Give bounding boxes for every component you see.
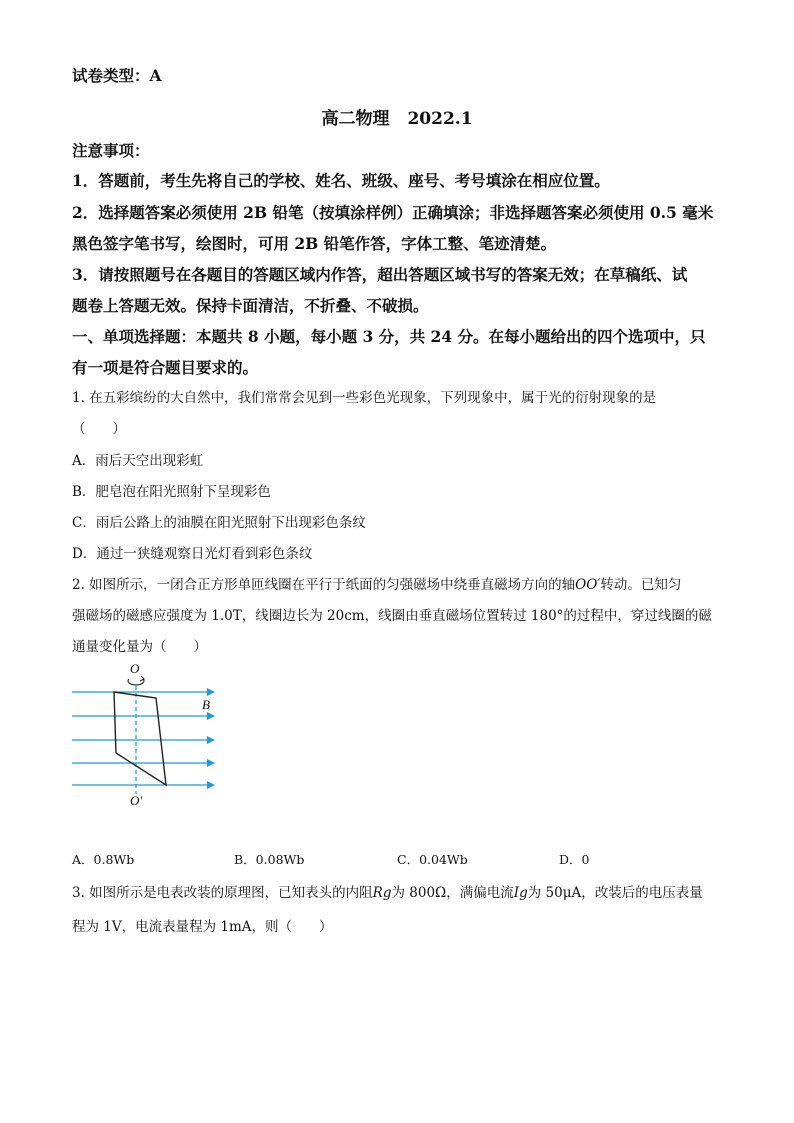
q2-option-c: C．0.04Wb <box>397 852 468 867</box>
notice-heading: 注意事项： <box>72 141 150 160</box>
q1-blank: （ ） <box>72 421 126 437</box>
paper-type: 试卷类型：A <box>72 66 162 85</box>
q3-line1-pre: 3. 如图所示是电表改装的原理图，已知表头的内阻 <box>72 885 373 901</box>
q3-line1-post: 为 50μA，改装后的电压表量 <box>527 885 703 901</box>
q2-stem-line-1 <box>72 579 681 593</box>
q3-ig-symbol: Ig <box>513 885 528 901</box>
section-heading-line-1: 一、单项选择题：本题共 8 小题，每小题 3 分，共 24 分。在每小题给出的四个选项中，只 <box>72 327 706 346</box>
q2-line1-pre: 2. 如图所示，一闭合正方形单匝线圈在平行于纸面的匀强磁场中绕垂直磁场方向的轴 <box>72 577 576 593</box>
title-date: 2022.1 <box>407 109 473 129</box>
q3-stem-line-2: 程为 1V，电流表量程为 1mA，则（ ） <box>72 919 333 935</box>
q1-option-b: B．肥皂泡在阳光照射下呈现彩色 <box>72 484 271 500</box>
magnetic-field-diagram <box>70 662 230 834</box>
q2-stem-line-3: 通量变化量为（ ） <box>72 639 207 655</box>
page-title <box>0 104 794 129</box>
notice-item-3-line-1: 3．请按照题号在各题目的答题区域内作答，超出答题区域书写的答案无效；在草稿纸、试 <box>72 265 688 284</box>
q2-option-b: B．0.08Wb <box>234 852 305 867</box>
label-b: B <box>202 697 210 712</box>
q3-stem-line-1 <box>72 887 703 901</box>
notice-item-2-line-2: 黑色签字笔书写，绘图时，可用 2B 铅笔作答，字体工整、笔迹清楚。 <box>72 234 557 253</box>
notice-item-1: 1．答题前，考生先将自己的学校、姓名、班级、座号、考号填涂在相应位置。 <box>72 171 610 190</box>
q2-option-d: D．0 <box>559 852 590 867</box>
square-coil <box>114 692 166 785</box>
q2-option-a: A．0.8Wb <box>72 852 135 867</box>
notice-item-2-line-1: 2．选择题答案必须使用 2B 铅笔（按填涂样例）正确填涂；非选择题答案必须使用 0.5 毫米 <box>72 203 714 222</box>
q1-option-d: D．通过一狭缝观察日光灯看到彩色条纹 <box>72 546 313 562</box>
label-o: O <box>130 662 140 676</box>
q2-axis-symbol: OO′ <box>575 577 601 593</box>
q1-stem: 1. 在五彩缤纷的大自然中，我们常常会见到一些彩色光现象，下列现象中，属于光的衍射现象的是 <box>72 390 657 406</box>
label-o-prime: O′ <box>130 793 143 808</box>
q1-option-c: C．雨后公路上的油膜在阳光照射下出现彩色条纹 <box>72 515 366 531</box>
q2-figure <box>70 662 230 838</box>
q1-option-a: A．雨后天空出现彩虹 <box>72 453 204 469</box>
notice-item-3-line-2: 题卷上答题无效。保持卡面清洁，不折叠、不破损。 <box>72 296 429 315</box>
q3-rg-symbol: Rg <box>372 885 392 901</box>
section-heading-line-2: 有一项是符合题目要求的。 <box>72 358 259 377</box>
title-subject: 高二物理 <box>321 109 390 129</box>
q2-stem-line-2: 强磁场的磁感应强度为 1.0T，线圈边长为 20cm，线圈由垂直磁场位置转过 180°的过程中，穿过线圈的磁 <box>72 608 712 624</box>
q2-line1-post: 转动。已知匀 <box>600 577 682 593</box>
q3-line1-mid: 为 800Ω，满偏电流 <box>391 885 514 901</box>
